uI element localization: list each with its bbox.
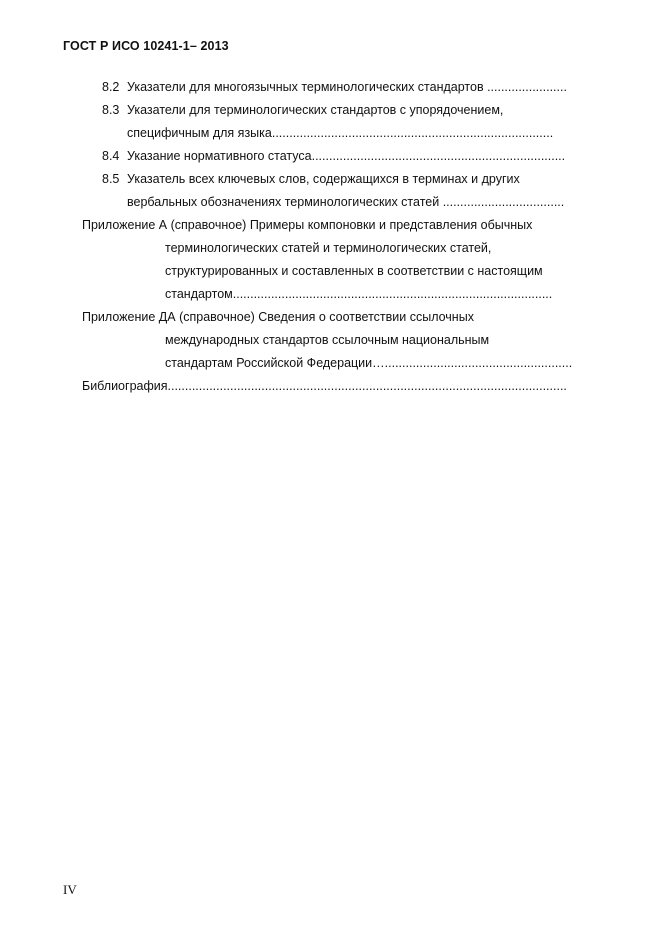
toc-entry-title: международных стандартов ссылочным национальным — [165, 333, 490, 347]
toc-dot-leader: …...................................................... — [372, 356, 573, 370]
toc-entry-appendix-da-line-3[interactable] — [165, 356, 609, 371]
toc-entry-8-2[interactable] — [102, 80, 602, 95]
toc-entry-title: вербальных обозначениях терминологических статей — [127, 195, 440, 209]
toc-dot-leader: ............................................................................................ — [232, 287, 553, 301]
toc-dot-leader: ................................................................................................................... — [167, 379, 567, 393]
toc-entry-title: структурированных и составленных в соответствии с настоящим — [165, 264, 543, 278]
toc-entry-appendix-a-line-3[interactable] — [165, 264, 602, 279]
page-number: IV — [63, 882, 77, 897]
toc-entry-title: специфичным для языка — [127, 126, 272, 140]
toc-entry-8-5-continued[interactable] — [127, 195, 602, 210]
toc-entry-appendix-da[interactable] — [82, 310, 602, 325]
toc-dot-leader: ....................... — [483, 80, 567, 94]
toc-entry-title: Указатели для многоязычных терминологических стандартов — [127, 80, 484, 94]
toc-entry-8-3-continued[interactable] — [127, 126, 602, 141]
toc-entry-title: Приложение ДА (справочное) Сведения о соответствии ссылочных — [82, 310, 474, 324]
toc-entry-8-4[interactable] — [102, 149, 602, 164]
toc-entry-appendix-da-line-2[interactable] — [165, 333, 602, 348]
toc-dot-leader: ................................... — [439, 195, 565, 209]
toc-entry-title: терминологических статей и терминологических статей, — [165, 241, 492, 255]
toc-entry-appendix-a-line-4[interactable] — [165, 287, 602, 302]
toc-dot-leader: ......................................................................... — [311, 149, 566, 163]
toc-entry-number: 8.2 — [102, 80, 120, 94]
toc-entry-8-3[interactable] — [102, 103, 602, 118]
toc-entry-title: стандартам Российской Федерации — [165, 356, 373, 370]
toc-entry-title: Приложение А (справочное) Примеры компоновки и представления обычных — [82, 218, 533, 232]
toc-entry-title: Указание нормативного статуса — [127, 149, 312, 163]
toc-entry-title: стандартом — [165, 287, 233, 301]
toc-entry-bibliography[interactable] — [82, 379, 602, 394]
toc-entry-number: 8.5 — [102, 172, 120, 186]
toc-entry-number: 8.3 — [102, 103, 120, 117]
toc-entry-8-5[interactable] — [102, 172, 602, 187]
toc-entry-appendix-a-line-2[interactable] — [165, 241, 602, 256]
toc-entry-title: Указатели для терминологических стандартов с упорядочением, — [127, 103, 504, 117]
toc-entry-title: Библиография — [82, 379, 168, 393]
toc-entry-appendix-a[interactable] — [82, 218, 602, 233]
toc-dot-leader: ................................................................................. — [271, 126, 554, 140]
document-header-title: ГОСТ Р ИСО 10241-1– 2013 — [63, 39, 229, 53]
toc-entry-title: Указатель всех ключевых слов, содержащихся в терминах и других — [127, 172, 520, 186]
toc-entry-number: 8.4 — [102, 149, 120, 163]
